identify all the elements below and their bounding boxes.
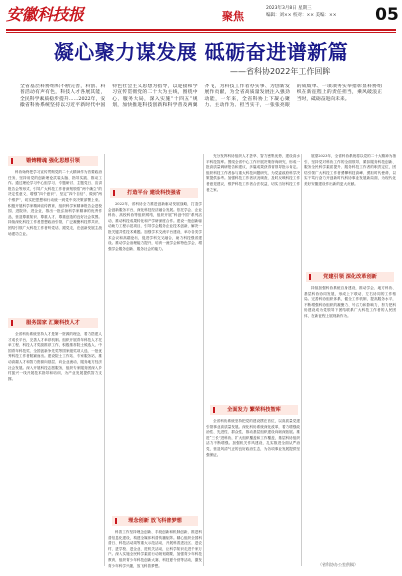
column-divider bbox=[104, 154, 105, 566]
column-text: 科普工作坚持理念创新、手段创新和机制创新，推进科普信息化建设，构建全媒体科普传播矩阵。精心组织全国科普日、科技活动周等重大示范活动，开展科普进社区、进农村、进学校、进企业、进机关活动，让科学知识走进千家万户。深入实施全民科学素质行动规划纲要，加强青少年科技教育，组织青少年科技创新大赛、科技夏令营等活动，激发青少年科学兴趣，放飞科普梦想。 bbox=[108, 530, 202, 568]
article-column-3a bbox=[206, 154, 300, 384]
section-heading-6: 党建引领 深化改革创新 bbox=[306, 272, 394, 282]
article-column-1a bbox=[8, 170, 102, 310]
column-divider bbox=[301, 154, 302, 566]
section-heading-1: 锻铸精魂 强化思想引领 bbox=[8, 156, 98, 166]
section-heading-4: 理念创新 放飞科普梦想 bbox=[112, 516, 198, 526]
issue-date: 2023年3月8日 星期三 bbox=[266, 6, 312, 11]
column-text: 2022年，省科协全力推进创新驱动发展战略，打造学会创新服务平台，深化科技经济融合发展。依托学会、企业科协、高校科协等组织网络，组织开展“科创中国”系列活动，推动科技成果转化和产学研深度合作。建设一批创新驱动助力工程示范项目，引导学会服务企业技术创新，解决一批关键共性技术难题。加强学术交流平台建设，举办各类学术会议和高端论坛，促进学科交叉融合，助力科技强省建设。推动学会治理能力提升，培育一流学会和特色学会，增强学会服务创新、服务社会的能力。 bbox=[108, 202, 202, 251]
edition-credits: 编辑：刘×× 校对：×× 美编：×× bbox=[266, 13, 337, 18]
header-info bbox=[266, 5, 376, 19]
column-text: 全省科协系统坚持人才是第一资源的理念，着力搭建人才成长平台，完善人才举荐机制。组织开展青年科技人才托举工程、科技人才奖励推荐工作，积极推荐院士候选人、中国青年科技奖、全国创新争先奖等国家级奖项人选，一批优秀科技工作者脱颖而出。建设院士工作站、专家服务站，推动高端人才和智力资源向基层、向企业流动，服务地方经济社会发展。深入开展科技志愿服务，组织专家服务团深入乡村振兴一线开展技术指导和培训，为产业发展提供智力支撑。 bbox=[8, 332, 102, 381]
column-divider bbox=[203, 154, 204, 566]
headline: 凝心聚力谋发展 砥砺奋进谱新篇 bbox=[53, 40, 349, 64]
article-column-4a bbox=[304, 154, 396, 266]
source-note: （省科协办公室供稿） bbox=[318, 562, 358, 567]
section-heading-3: 打造平台 建设科技强省 bbox=[110, 188, 198, 198]
section-heading-5: 全面发力 繁荣科技智库 bbox=[210, 405, 298, 415]
lead-paragraph: 全省基层科协组织不断完善，科创、科普活动有声有色，科技人才各展其能，全民科学素质稳步提升……2022年，安徽省科协系统坚持以习近平新时代中国特色社会主义思想为指导，以迎接和学习宣传贯彻党的二十大为主线，围绕中心、服务大局，深入实施“十四五”规划，加快推进科技创新和科学普及两翼齐飞，为科技工作者办实事、为创新发展作贡献，为全省高质量发展注入强劲动能，一年来，全省科协上下凝心聚力、主动作为、担当实干，一张张亮眼的成绩单、一项项务实举措彰显科协组织在新征程上的责任担当，乘风破浪正当时，砥砺奋进向未来。 bbox=[20, 84, 382, 109]
article-column-2a bbox=[108, 202, 202, 502]
column-text: 全省科协系统坚持把党的建设摆在首位，以高质量党建引领事业高质量发展。深化科协系统深化改革，着力增强政治性、先进性、群众性，推动基层组织建设向纵深拓展。推进“三长”进科协，扩大组织覆盖和工作覆盖，基层科协组织活力不断增强。加强机关作风建设，扎实推进全面从严治党，营造风清气正的良好政治生态，为各项事业发展提供坚强保证。 bbox=[206, 419, 300, 457]
header-rule bbox=[6, 29, 396, 31]
header-rule-thin bbox=[6, 32, 396, 33]
article-column-1b bbox=[8, 332, 102, 568]
section-title: 聚焦 bbox=[222, 10, 244, 23]
masthead-logo: 安徽科技报 bbox=[6, 5, 84, 24]
article-column-3b bbox=[206, 419, 300, 568]
column-text: 科协始终把学习宣传贯彻党的二十大精神作为首要政治任务，坚持用党的创新理论武装头脑、指导实践、推动工作。通过理论学习中心组学习、专题研讨、主题党日、宣讲报告会等形式，引导广大科技工作者深刻领悟“两个确立”的决定性意义，增强“四个意识”、坚定“四个自信”、做到“两个维护”，切实把思想和行动统一到党中央决策部署上来。积极开展科学家精神宣传教育，组织科学家精神报告会进校园、进院所、进企业，推出一批弘扬科学家精神的优秀作品，营造尊重知识、尊重人才、尊重创造的良好社会氛围。持续深化科技工作者思想政治引领，广泛凝聚科技界共识，团结引领广大科技工作者听党话、跟党走，在创新发展主战场建功立业。 bbox=[8, 170, 102, 236]
column-text: 展望2023年，全省科协系统将以党的二十大精神为指引，坚持党对科协工作的全面领导，紧扣服务科技创新、服务全民科学素质提升、服务科技工作者的职责定位，团结引领广大科技工作者勇攀科技高峰、勇担时代使命，以实干笃行奋力开创新时代科协事业发展新局面，为现代化美好安徽建设作出新的更大贡献。 bbox=[304, 154, 396, 186]
subheadline: ——省科协2022年工作回眸 bbox=[230, 67, 331, 76]
article-column-4b bbox=[304, 286, 396, 558]
column-text: 持续加强科协系统自身建设，推动学会、地方科协、基层科协协同发展，形成上下联动、左右协同的工作格局。完善科协组织体系，健全工作机制，提高服务水平，不断增强科协组织的凝聚力、号召力和影响力，努力把科协建设成为党领导下团结联系广大科技工作者的人民团体，在新征程上展现新作为。 bbox=[304, 286, 396, 318]
article-column-2b bbox=[108, 530, 202, 568]
column-text: 充分发挥科协组织人才荟萃、智力密集优势，建设高水平科技智库。围绕全省中心工作开展决策咨询研究，形成一批高质量调研报告和建议，多篇成果获得省领导批示肯定。组织科技工作者参与重大科技问题研究，为党委政府科学决策提供参考。加强科技工作者状况调查，及时反映科技工作者意见建议，维护科技工作者合法权益，切实当好科技工作者之家。 bbox=[206, 154, 300, 192]
section-heading-2: 服务国家 汇聚科技人才 bbox=[8, 318, 98, 328]
page-number: 05 bbox=[375, 5, 399, 25]
